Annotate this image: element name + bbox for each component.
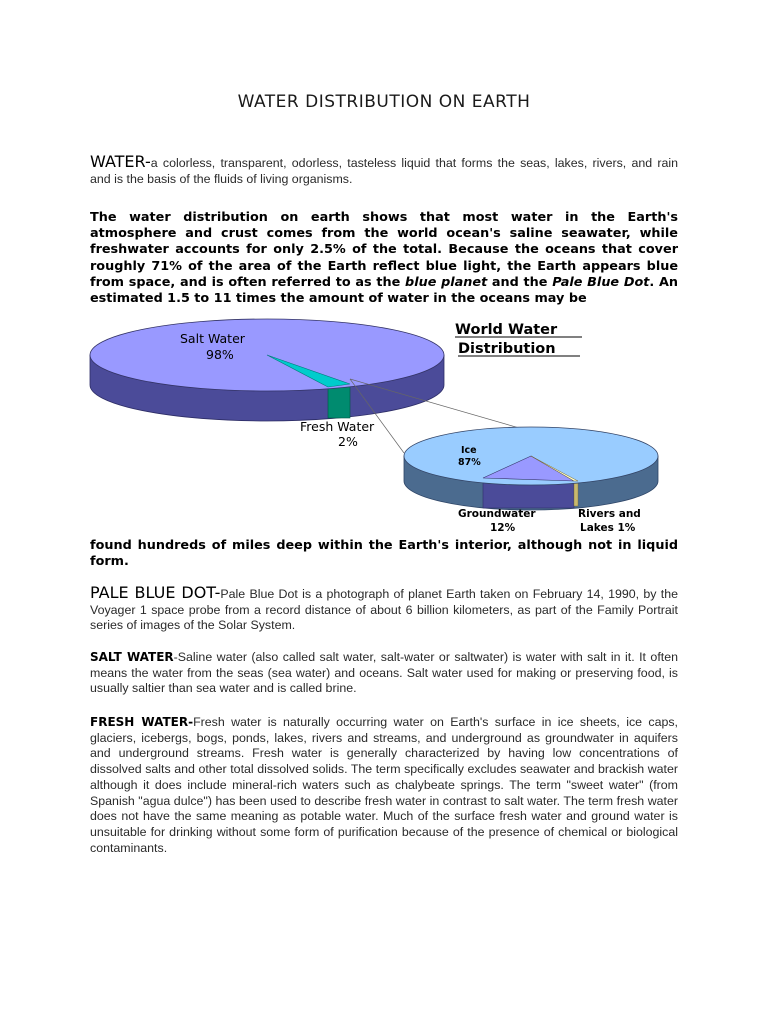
blue-planet-emphasis: blue planet [405,274,488,290]
rivers-lakes-side [574,481,578,506]
pale-blue-dot-emphasis: Pale Blue Dot [552,274,650,290]
page-title: WATER DISTRIBUTION ON EARTH [237,92,531,112]
fresh-water-label: Fresh Water [300,419,375,434]
pale-blue-dot-text: Pale Blue Dot is a photograph of planet Earth taken on February 14, 1990, by the Voyager 1 space probe from a record distance of about 6 billion kilometers, as part of the Family Portrait series of images of the Solar System. [90,587,678,633]
distribution-text-3: . An estimated 1.5 to 11 times the amount of water in the oceans may be [90,274,678,307]
fresh-water-value: 2% [338,434,358,449]
salt-water-text: -Saline water (also called salt water, salt-water or saltwater) is water with salt in it. It often means the water from the seas (sea water) and oceans. Salt water used for making or preserving food, is usually saltier than sea water and is called brine. [90,650,678,696]
salt-water-value: 98% [206,347,234,362]
water-lead: WATER- [90,152,151,171]
pale-blue-dot-lead: PALE BLUE DOT- [90,583,221,602]
distribution-continued: found hundreds of miles deep within the Earth's interior, although not in liquid form. [90,538,678,570]
rivers-lakes-value: Lakes 1% [580,522,636,534]
groundwater-label: Groundwater [458,508,536,520]
distribution-text-2: and the [487,274,553,290]
fresh-water-text: Fresh water is naturally occurring water on Earth's surface in ice sheets, ice caps, glaciers, icebergs, bogs, ponds, lakes, rivers and streams, and underground as groundwater in aquifers and underground streams. Fresh water is generally characterized by having low concentrations of dissolved salts and other total dissolved solids. The term specifically excludes seawater and brackish water although it does include mineral-rich waters such as chalybeate springs. The term "sweet water" (from Spanish "agua dulce") has been used to describe fresh water in contrast to salt water. The term fresh water does not have the same meaning as potable water. Much of the surface fresh water and ground water is unsuitable for drinking without some form of purification because of the presence of chemical or biological contaminants. [90,715,678,855]
world-water-distribution-chart [88,313,678,538]
pale-blue-dot-paragraph [90,585,678,634]
salt-water-lead: SALT WATER [90,650,174,664]
water-paragraph [90,154,678,187]
chart-title-line-1: World Water [455,322,558,338]
water-text: a colorless, transparent, odorless, tasteless liquid that forms the seas, lakes, rivers, and rain and is the basis of the fluids of living organisms. [90,156,678,186]
fresh-water-paragraph [90,715,678,856]
chart-title-line-2: Distribution [458,341,556,357]
fresh-water-lead: FRESH WATER- [90,715,194,729]
ice-label: Ice [461,445,477,456]
distribution-paragraph [90,210,678,307]
ice-value: 87% [458,457,481,468]
groundwater-value: 12% [490,522,516,534]
salt-water-label: Salt Water [180,331,245,346]
rivers-lakes-label: Rivers and [578,508,641,520]
salt-water-paragraph [90,650,678,697]
distribution-text-1: The water distribution on earth shows that most water in the Earth's atmosphere and crust comes from the world ocean's saline seawater, while freshwater accounts for only 2.5% of the total. Because the oceans that cover roughly 71% of the area of the Earth reflect blue light, the Earth appears blue from space, and is often referred to as the [90,210,678,290]
